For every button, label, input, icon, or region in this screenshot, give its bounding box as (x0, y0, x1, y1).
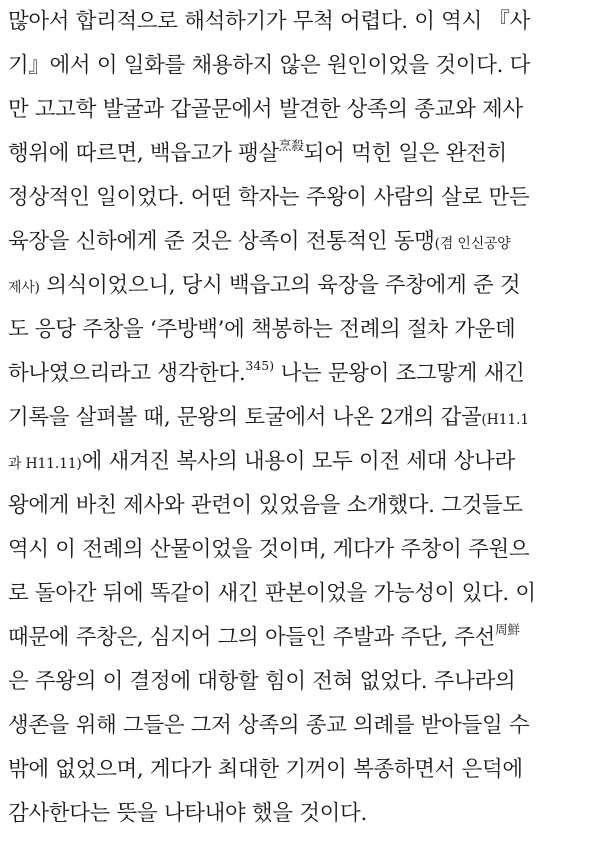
text-line (8, 266, 596, 306)
text-line (8, 134, 596, 174)
text-line (8, 442, 596, 482)
text-span: 하나였으리라고 생각한다. (8, 361, 246, 386)
text-line (8, 178, 596, 218)
text-span: 정상적인 일이었다. 어떤 학자는 주왕이 사람의 살로 만든 (8, 185, 530, 210)
text-line (8, 398, 596, 438)
text-span: 감사한다는 뜻을 나타내야 했을 것이다. (8, 801, 367, 826)
text-span: 은 주왕의 이 결정에 대항할 힘이 전혀 없었다. 주나라의 (8, 669, 516, 694)
inline-note: (H11.1 (481, 412, 529, 428)
text-span: 도 응당 주창을 ‘주방백’에 책봉하는 전례의 절차 가운데 (8, 317, 516, 342)
text-span: 에 새겨진 복사의 내용이 모두 이전 세대 상나라 (81, 449, 515, 474)
text-span: 많아서 합리적으로 해석하기가 무척 어렵다. 이 역시 『사 (8, 9, 531, 34)
text-span: 만 고고학 발굴과 갑골문에서 발견한 상족의 종교와 제사 (8, 97, 523, 122)
text-span: 로 돌아간 뒤에 똑같이 새긴 판본이었을 가능성이 있다. 이 (8, 581, 536, 606)
text-line (8, 750, 596, 790)
text-line (8, 706, 596, 746)
text-line (8, 46, 596, 86)
footnote-marker: 345) (245, 358, 275, 373)
text-span: 나는 문왕이 조그맣게 새긴 (274, 361, 525, 386)
text-line (8, 354, 596, 394)
text-span: 밖에 없었으며, 게다가 최대한 기꺼이 복종하면서 은덕에 (8, 757, 523, 782)
text-span: 행위에 따르면, 백읍고가 팽살 (8, 141, 279, 166)
text-line (8, 618, 596, 658)
inline-note: 과 H11.11) (8, 456, 82, 472)
text-span: 되어 먹힌 일은 완전히 (303, 141, 507, 166)
superscript-hanja: 烹殺 (278, 138, 304, 153)
text-span: 육장을 신하에게 준 것은 상족이 전통적인 동맹 (8, 229, 435, 254)
text-line (8, 486, 596, 526)
text-span: 역시 이 전례의 산물이었을 것이며, 게다가 주창이 주원으 (8, 537, 530, 562)
text-line (8, 222, 596, 262)
text-line (8, 662, 596, 702)
text-span: 기록을 살펴볼 때, 문왕의 토굴에서 나온 2개의 갑골 (8, 405, 482, 430)
text-span: 왕에게 바친 제사와 관련이 있었음을 소개했다. 그것들도 (8, 493, 523, 518)
text-span: 의식이었으니, 당시 백읍고의 육장을 주창에게 준 것 (39, 273, 521, 298)
text-span: 생존을 위해 그들은 그저 상족의 종교 의례를 받아들일 수 (8, 713, 530, 738)
text-line (8, 574, 596, 614)
text-line (8, 530, 596, 570)
text-line (8, 794, 596, 834)
text-line (8, 2, 596, 42)
text-span: 때문에 주창은, 심지어 그의 아들인 주발과 주단, 주선 (8, 625, 496, 650)
superscript-hanja: 周鮮 (495, 622, 520, 637)
text-line (8, 90, 596, 130)
text-span: 기』에서 이 일화를 채용하지 않은 원인이었을 것이다. 다 (8, 53, 531, 78)
text-line (8, 310, 596, 350)
inline-note: 제사) (8, 280, 40, 296)
inline-note: (겸 인신공양 (434, 236, 511, 252)
